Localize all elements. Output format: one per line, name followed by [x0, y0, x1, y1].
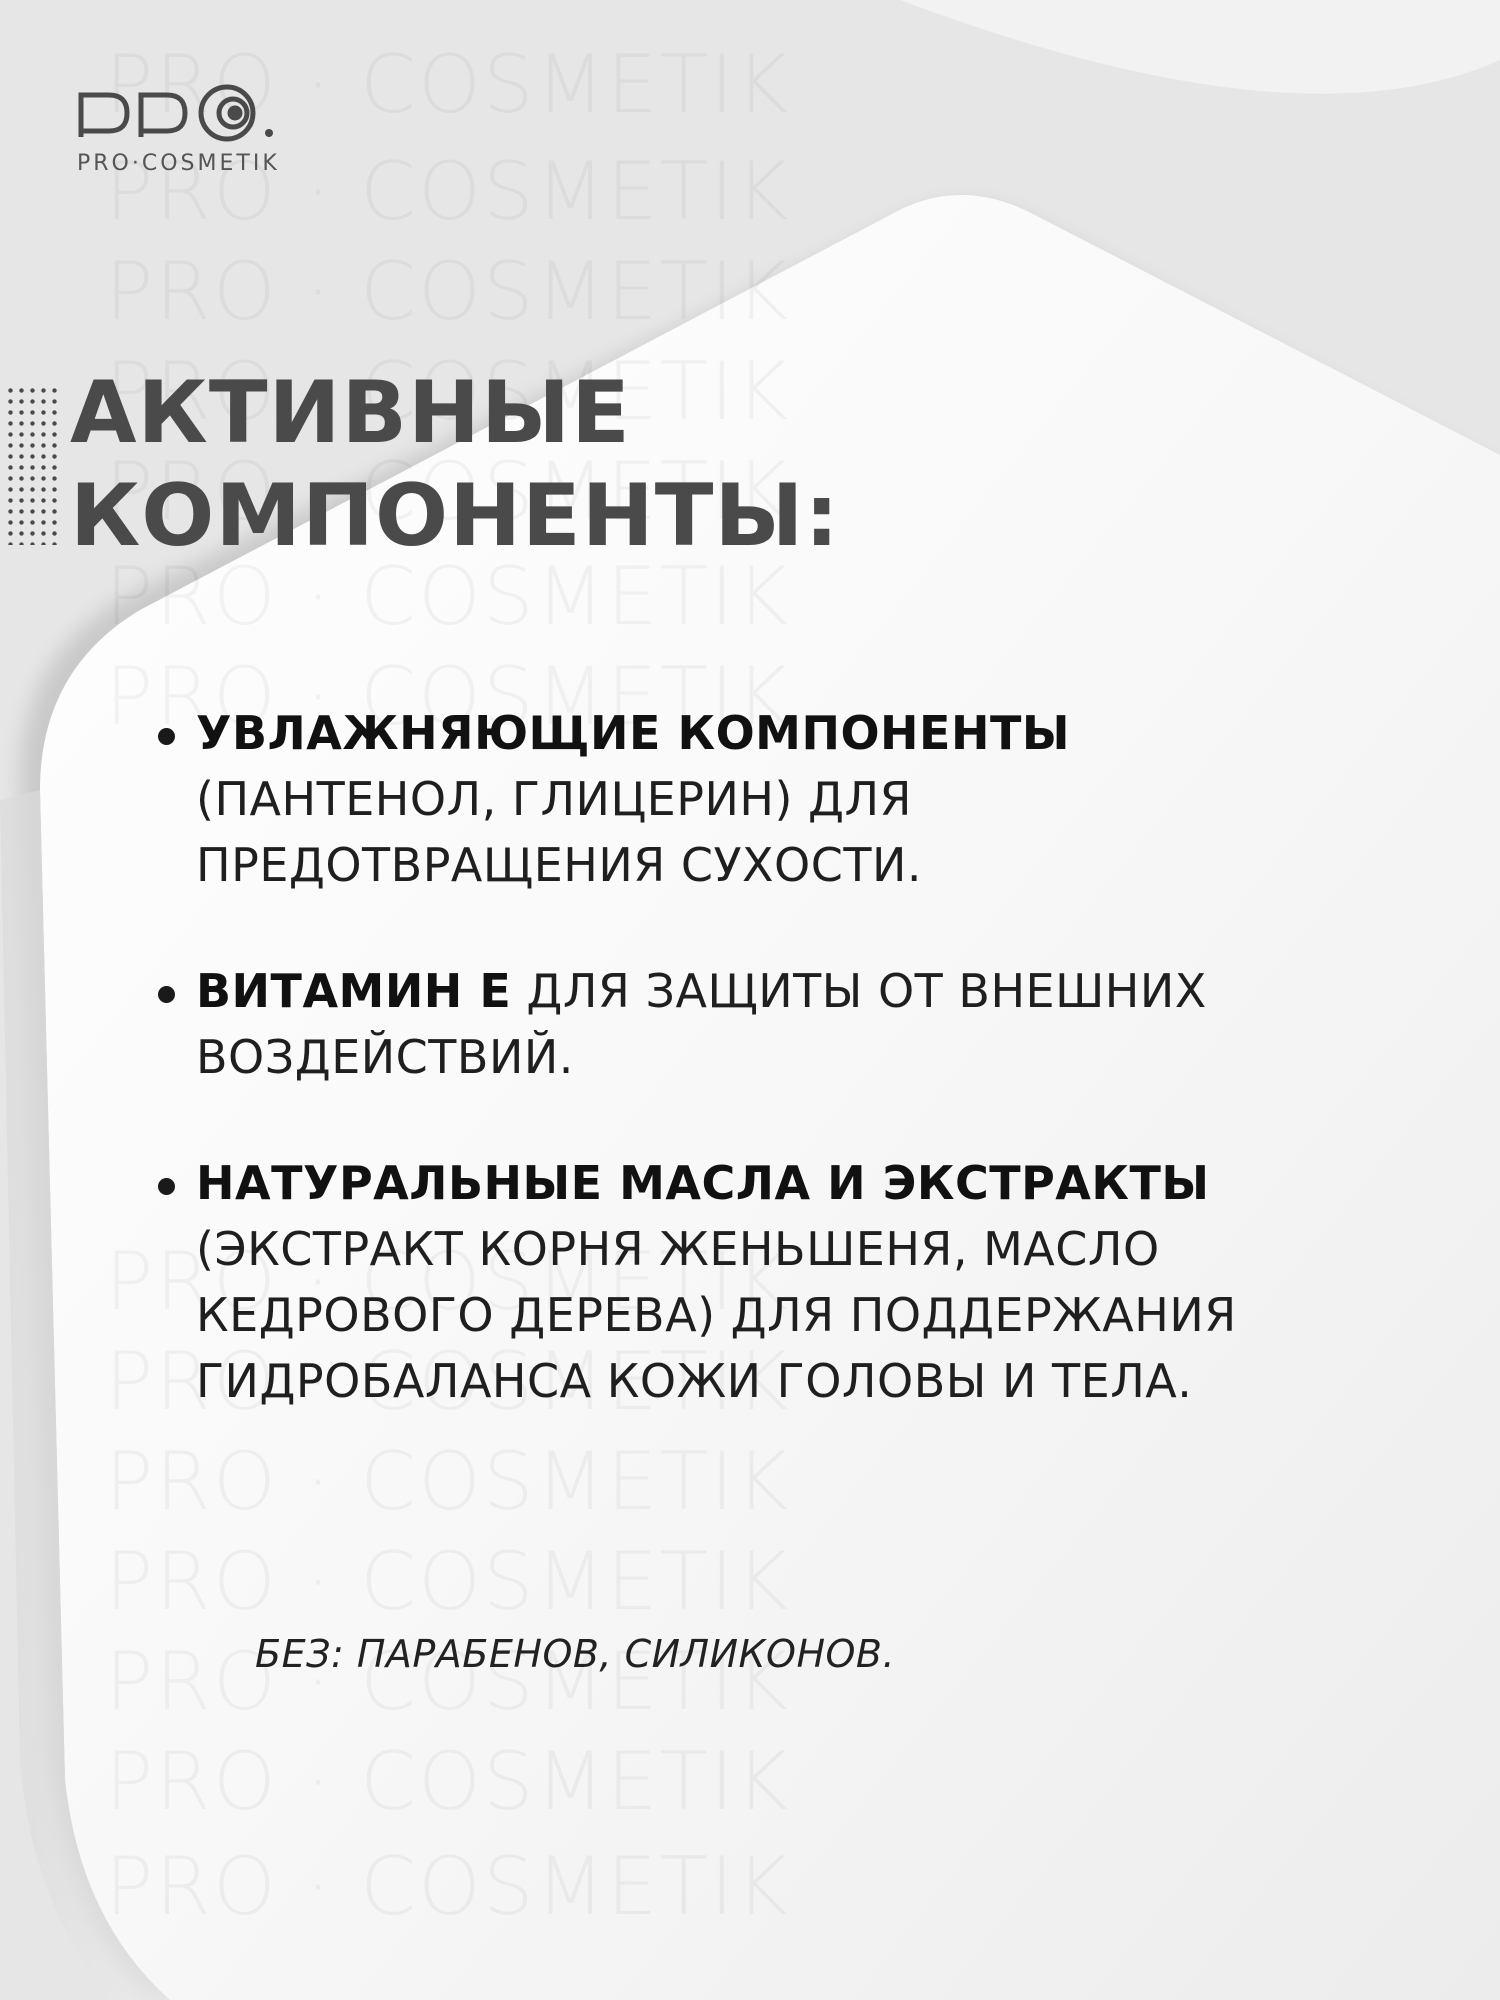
bullet-icon — [158, 986, 175, 1003]
item-desc: (ПАНТЕНОЛ, ГЛИЦЕРИН) ДЛЯ ПРЕДОТВРАЩЕНИЯ СУХОСТИ. — [196, 772, 922, 892]
item-desc: ДЛЯ ЗАЩИТЫ ОТ ВНЕШНИХ ВОЗДЕЙСТВИЙ. — [196, 964, 1207, 1084]
item-desc: (ЭКСТРАКТ КОРНЯ ЖЕНЬШЕНЯ, МАСЛО КЕДРОВОГО ДЕРЕВА) ДЛЯ ПОДДЕРЖАНИЯ ГИДРОБАЛАНСА КОЖИ ГОЛОВЫ И ТЕЛА. — [196, 1222, 1237, 1408]
item-bold: ВИТАМИН Е — [196, 964, 512, 1018]
list-item-text — [196, 1150, 1380, 1414]
pro-logo-icon — [75, 75, 285, 147]
brand-logo — [75, 75, 305, 176]
list-item-text — [196, 700, 1380, 898]
ingredients-list — [150, 700, 1380, 1474]
dot-pattern — [5, 385, 61, 545]
bullet-icon — [158, 728, 175, 745]
list-item — [150, 958, 1380, 1090]
footnote: БЕЗ: ПАРАБЕНОВ, СИЛИКОНОВ. — [255, 1632, 896, 1676]
bullet-icon — [158, 1178, 175, 1195]
item-bold: УВЛАЖНЯЮЩИЕ КОМПОНЕНТЫ — [196, 706, 1071, 760]
list-item — [150, 1150, 1380, 1414]
page-title — [70, 362, 840, 568]
title-line-2: КОМПОНЕНТЫ: — [70, 466, 840, 566]
title-line-1: АКТИВНЫЕ — [70, 363, 631, 463]
list-item-text — [196, 958, 1380, 1090]
brand-name: PRO·COSMETIK — [77, 151, 280, 176]
list-item — [150, 700, 1380, 898]
item-bold: НАТУРАЛЬНЫЕ МАСЛА И ЭКСТРАКТЫ — [196, 1156, 1210, 1210]
